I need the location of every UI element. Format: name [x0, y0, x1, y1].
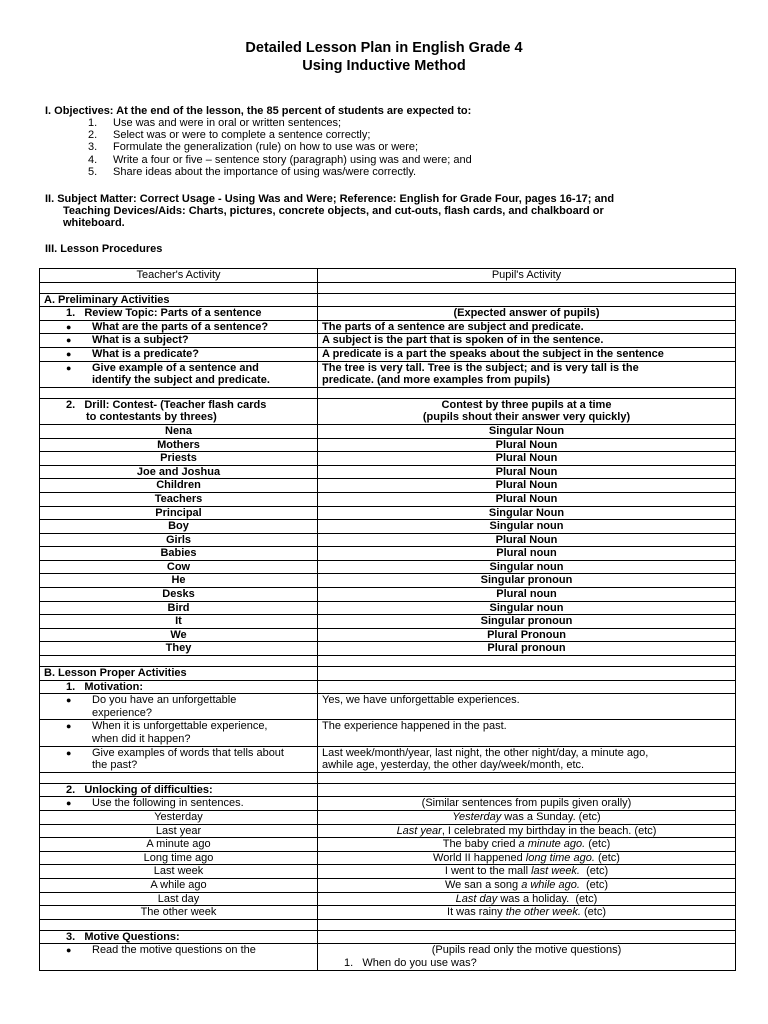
- review-topic: 1. Review Topic: Parts of a sentence: [40, 307, 318, 321]
- bullet-icon: ●: [66, 798, 72, 809]
- time-expression: A while ago: [40, 878, 318, 892]
- section-a-heading: A. Preliminary Activities: [40, 293, 318, 307]
- drill-answer: Plural Noun: [318, 492, 736, 506]
- drill-answer: Singular Noun: [318, 506, 736, 520]
- drill-word: We: [40, 628, 318, 642]
- objective-item: 5. Share ideas about the importance of using was/were correctly.: [88, 166, 417, 178]
- drill-word: Boy: [40, 520, 318, 534]
- unlocking-row: [40, 906, 736, 920]
- motivation-label: 1. Motivation:: [40, 680, 318, 694]
- drill-word: Desks: [40, 588, 318, 602]
- example-sentence: We san a song a while ago. (etc): [318, 878, 736, 892]
- drill-word: Girls: [40, 533, 318, 547]
- drill-answer: Plural Noun: [318, 465, 736, 479]
- drill-answer: Plural Noun: [318, 438, 736, 452]
- table-header-row: [40, 269, 736, 283]
- drill-word: Babies: [40, 547, 318, 561]
- drill-word-row: [40, 588, 736, 602]
- subject-matter-line: II. Subject Matter: Correct Usage - Using Was and Were; Reference: English for Grade Four, pages 16-17; and: [45, 193, 615, 205]
- section-b-heading: B. Lesson Proper Activities: [40, 667, 318, 681]
- example-sentence: I went to the mall last week. (etc): [318, 865, 736, 879]
- objective-item: 2. Select was or were to complete a sentence correctly;: [88, 129, 371, 141]
- time-expression: Yesterday: [40, 810, 318, 824]
- time-expression: A minute ago: [40, 838, 318, 852]
- bullet-icon: ●: [66, 321, 72, 332]
- drill-answer: Plural Noun: [318, 533, 736, 547]
- drill-word: Priests: [40, 452, 318, 466]
- drill-answer: Singular pronoun: [318, 615, 736, 629]
- bullet-icon: ●: [66, 335, 72, 346]
- unlocking-row: [40, 851, 736, 865]
- drill-word: Principal: [40, 506, 318, 520]
- drill-word-row: [40, 601, 736, 615]
- unlocking-row: [40, 810, 736, 824]
- bullet-icon: ●: [66, 695, 72, 706]
- table-row: ● When it is unforgettable experience, when did it happen? The experience happened in the past.: [40, 720, 736, 746]
- unlocking-row: [40, 892, 736, 906]
- motive-label: 3. Motive Questions:: [40, 930, 318, 944]
- drill-answer: Singular noun: [318, 520, 736, 534]
- procedures-heading: III. Lesson Procedures: [45, 243, 163, 255]
- drill-word-row: [40, 533, 736, 547]
- unlocking-row: [40, 838, 736, 852]
- time-expression: Last week: [40, 865, 318, 879]
- lesson-table: [39, 268, 736, 971]
- drill-word-row: [40, 574, 736, 588]
- drill-word: He: [40, 574, 318, 588]
- teacher-header: Teacher's Activity: [40, 269, 318, 283]
- pupil-header: Pupil's Activity: [318, 269, 736, 283]
- objective-item: 3. Formulate the generalization (rule) on how to use was or were;: [88, 141, 419, 153]
- drill-word: Cow: [40, 560, 318, 574]
- document-subtitle: Using Inductive Method: [302, 58, 466, 74]
- time-expression: Long time ago: [40, 851, 318, 865]
- unlocking-row: [40, 865, 736, 879]
- drill-word-row: [40, 479, 736, 493]
- example-sentence: Yesterday was a Sunday. (etc): [318, 810, 736, 824]
- subject-matter-line: Teaching Devices/Aids: Charts, pictures, concrete objects, and cut-outs, flash cards, and chalkboard or: [63, 205, 604, 217]
- drill-word-row: [40, 424, 736, 438]
- drill-answer: Singular noun: [318, 601, 736, 615]
- subject-matter-line: whiteboard.: [63, 217, 125, 229]
- drill-answer: Singular noun: [318, 560, 736, 574]
- drill-answer: Plural noun: [318, 547, 736, 561]
- table-row: ● Give example of a sentence and identify the subject and predicate. The tree is very tall. Tree is the subject; and is very tall is the predicate. (and more examples from pupils): [40, 361, 736, 387]
- example-sentence: It was rainy the other week. (etc): [318, 906, 736, 920]
- drill-word: It: [40, 615, 318, 629]
- drill-word: Nena: [40, 424, 318, 438]
- time-expression: Last day: [40, 892, 318, 906]
- drill-answer: Plural Pronoun: [318, 628, 736, 642]
- bullet-icon: ●: [66, 747, 72, 758]
- drill-word-row: [40, 628, 736, 642]
- drill-word: Teachers: [40, 492, 318, 506]
- drill-word-row: [40, 452, 736, 466]
- drill-word-row: [40, 506, 736, 520]
- time-expression: Last year: [40, 824, 318, 838]
- unlocking-row: [40, 824, 736, 838]
- example-sentence: Last day was a holiday. (etc): [318, 892, 736, 906]
- bullet-icon: ●: [66, 721, 72, 732]
- objective-item: 1. Use was and were in oral or written sentences;: [88, 117, 342, 129]
- bullet-icon: ●: [66, 945, 72, 956]
- drill-answer: Plural noun: [318, 588, 736, 602]
- drill-word-row: [40, 520, 736, 534]
- drill-answer: Plural pronoun: [318, 642, 736, 656]
- objectives-heading: I. Objectives: At the end of the lesson, the 85 percent of students are expected to:: [45, 105, 472, 117]
- table-row: ● What is a subject? A subject is the part that is spoken of in the sentence.: [40, 334, 736, 348]
- table-row: ● Do you have an unforgettable experience? Yes, we have unforgettable experiences.: [40, 694, 736, 720]
- drill-word: Bird: [40, 601, 318, 615]
- table-row: ● Read the motive questions on the (Pupils read only the motive questions) 1. When do you use was?: [40, 944, 736, 970]
- bullet-icon: ●: [66, 348, 72, 359]
- drill-answer: Plural Noun: [318, 479, 736, 493]
- drill-word-row: [40, 615, 736, 629]
- drill-word: Mothers: [40, 438, 318, 452]
- drill-answer: Singular Noun: [318, 424, 736, 438]
- drill-word: They: [40, 642, 318, 656]
- example-sentence: The baby cried a minute ago. (etc): [318, 838, 736, 852]
- example-sentence: Last year, I celebrated my birthday in the beach. (etc): [318, 824, 736, 838]
- document-title: Detailed Lesson Plan in English Grade 4: [245, 40, 523, 56]
- drill-word: Children: [40, 479, 318, 493]
- table-row: ● What is a predicate? A predicate is a part the speaks about the subject in the sentence: [40, 347, 736, 361]
- drill-answer: Plural Noun: [318, 452, 736, 466]
- review-expected: (Expected answer of pupils): [318, 307, 736, 321]
- drill-word-row: [40, 465, 736, 479]
- objective-item: 4. Write a four or five – sentence story (paragraph) using was and were; and: [88, 154, 472, 166]
- drill-word-row: [40, 547, 736, 561]
- drill-word-row: [40, 642, 736, 656]
- table-row: ● What are the parts of a sentence? The parts of a sentence are subject and predicate.: [40, 320, 736, 334]
- bullet-icon: ●: [66, 362, 72, 373]
- drill-word-row: [40, 438, 736, 452]
- unlocking-label: 2. Unlocking of difficulties:: [40, 783, 318, 797]
- unlocking-row: [40, 878, 736, 892]
- example-sentence: World II happened long time ago. (etc): [318, 851, 736, 865]
- drill-word: Joe and Joshua: [40, 465, 318, 479]
- drill-word-row: [40, 560, 736, 574]
- drill-word-row: [40, 492, 736, 506]
- table-row: ● Give examples of words that tells about the past? Last week/month/year, last night, the other night/day, a minute ago, awhile age, yesterday, the other day/week/month, etc.: [40, 746, 736, 772]
- table-row: ● Use the following in sentences. (Similar sentences from pupils given orally): [40, 797, 736, 811]
- drill-answer: Singular pronoun: [318, 574, 736, 588]
- time-expression: The other week: [40, 906, 318, 920]
- drill-row: 2. Drill: Contest- (Teacher flash cards to contestants by threes) Contest by three pupils at a time (pupils shout their answer very quickly): [40, 398, 736, 424]
